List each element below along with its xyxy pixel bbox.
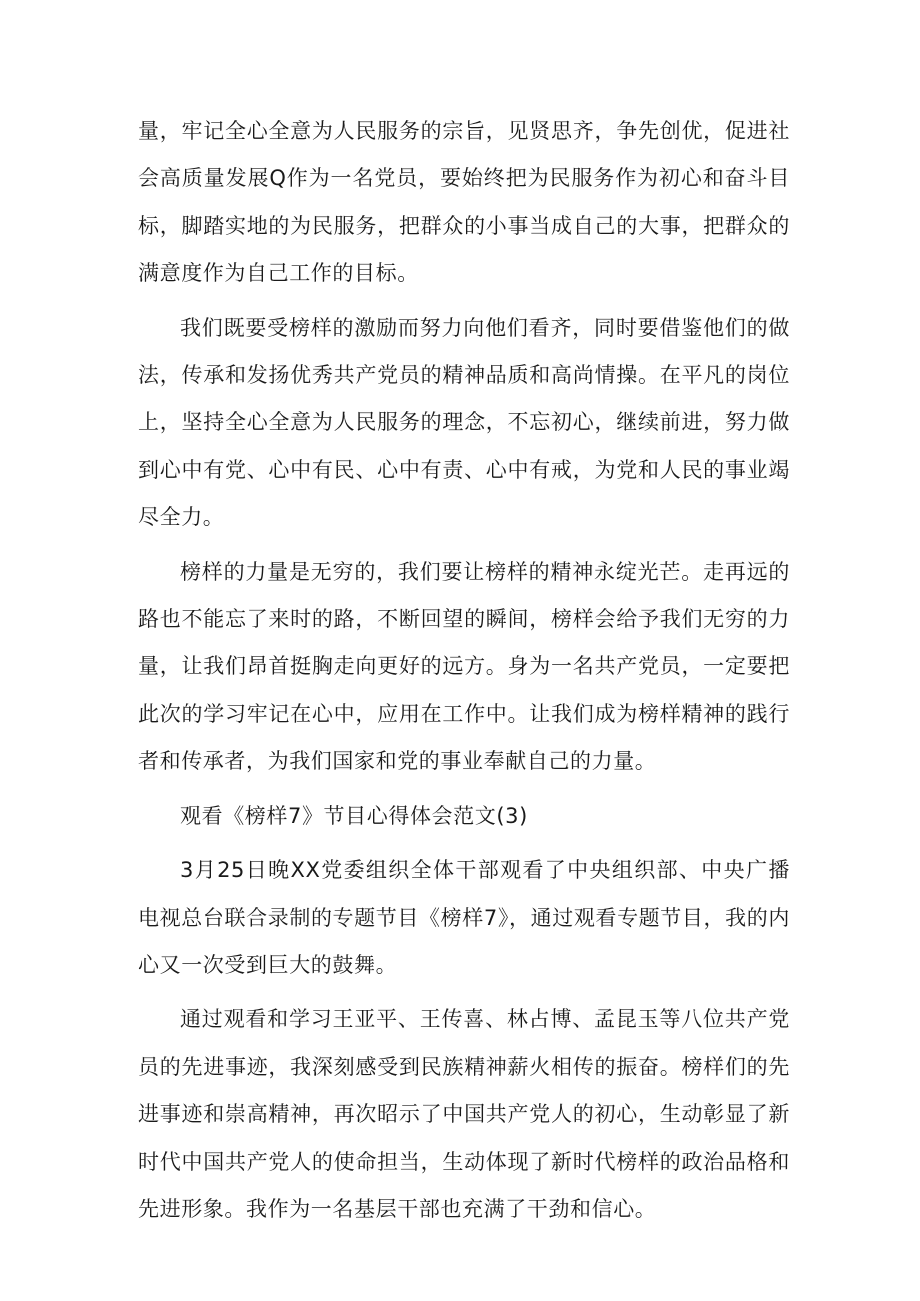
paragraph: 通过观看和学习王亚平、王传喜、林占博、孟昆玉等八位共产党员的先进事迹，我深刻感受到民族精神薪火相传的振奋。榜样们的先进事迹和崇高精神，再次昭示了中国共产党人的初心，生动彰显了新时代中国共产党人的使命担当，生动体现了新时代榜样的政治品格和先进形象。我作为一名基层干部也充满了干劲和信心。 bbox=[138, 1007, 790, 1221]
paragraph-continuation: 量，牢记全心全意为人民服务的宗旨，见贤思齐，争先创优，促进社会高质量发展Q作为一名党员，要始终把为民服务作为初心和奋斗目标，脚踏实地的为民服务，把群众的小事当成自己的大事，把群众的满意度作为自己工作的目标。 bbox=[138, 119, 790, 286]
document-body bbox=[138, 108, 790, 1240]
paragraph: 我们既要受榜样的激励而努力向他们看齐，同时要借鉴他们的做法，传承和发扬优秀共产党员的精神品质和高尚情操。在平凡的岗位上，坚持全心全意为人民服务的理念，不忘初心，继续前进，努力做到心中有党、心中有民、心中有责、心中有戒，为党和人民的事业竭尽全力。 bbox=[138, 315, 790, 530]
paragraph: 榜样的力量是无穷的，我们要让榜样的精神永绽光芒。走再远的路也不能忘了来时的路，不断回望的瞬间，榜样会给予我们无穷的力量，让我们昂首挺胸走向更好的远方。身为一名共产党员，一定要把此次的学习牢记在心中，应用在工作中。让我们成为榜样精神的践行者和传承者，为我们国家和党的事业奉献自己的力量。 bbox=[138, 559, 790, 774]
paragraph: 3月25日晚XX党委组织全体干部观看了中央组织部、中央广播电视总台联合录制的专题节目《榜样7》，通过观看专题节目，我的内心又一次受到巨大的鼓舞。 bbox=[138, 858, 790, 977]
section-heading: 观看《榜样7》节目心得体会范文(3) bbox=[180, 803, 528, 828]
